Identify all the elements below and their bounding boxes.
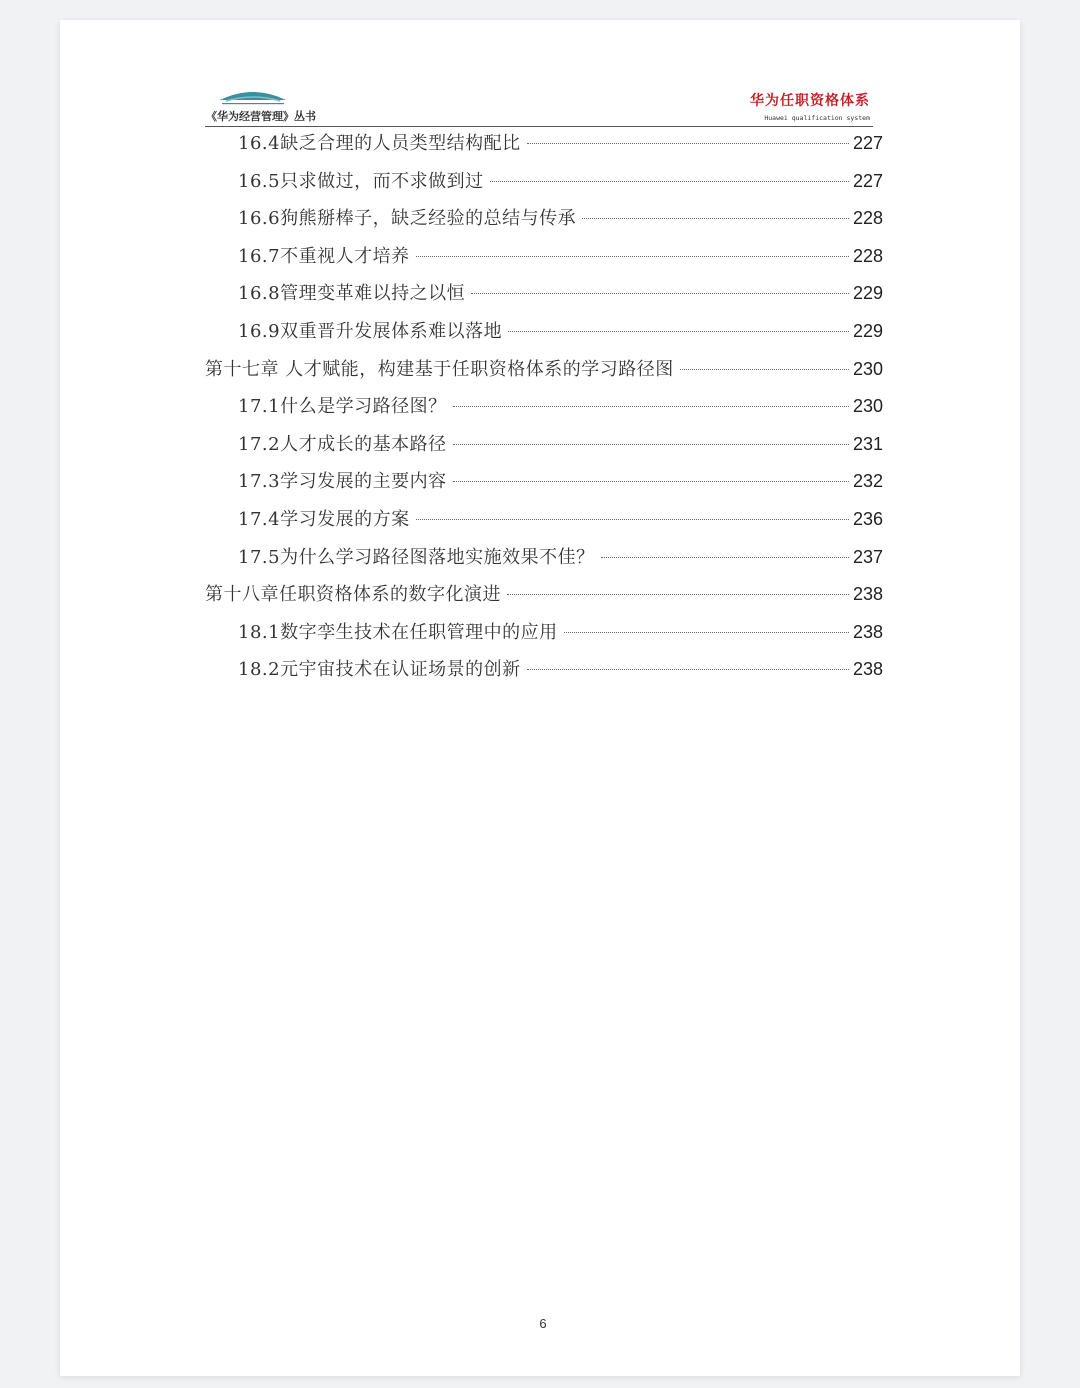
toc-page-number: 238 xyxy=(852,621,883,642)
toc-page-number: 238 xyxy=(852,584,883,605)
toc-section-entry[interactable] xyxy=(205,466,883,504)
toc-page-number: 231 xyxy=(852,433,883,454)
toc-page-number: 227 xyxy=(852,170,883,191)
toc-dot-leader xyxy=(680,369,849,370)
toc-dot-leader xyxy=(507,594,849,595)
header-left xyxy=(206,84,346,124)
toc-chapter-entry[interactable] xyxy=(205,579,883,617)
toc-page-number: 230 xyxy=(852,396,883,417)
toc-chapter-entry[interactable] xyxy=(205,354,883,392)
toc-page-number: 228 xyxy=(852,245,883,266)
toc-dot-leader xyxy=(527,143,849,144)
toc-page-number: 237 xyxy=(852,546,883,567)
toc-section-entry[interactable] xyxy=(205,542,883,580)
toc-entry-title: 17.1什么是学习路径图？ xyxy=(238,396,447,418)
toc-section-entry[interactable] xyxy=(205,504,883,542)
toc-entry-title: 16.7不重视人才培养 xyxy=(238,245,410,267)
toc-page-number: 230 xyxy=(852,358,883,379)
toc-section-entry[interactable] xyxy=(205,654,883,692)
system-title: 华为任职资格体系 xyxy=(750,93,870,109)
toc-section-entry[interactable] xyxy=(205,316,883,354)
toc-entry-title: 18.1数字孪生技术在任职管理中的应用 xyxy=(238,621,558,643)
document-page xyxy=(60,20,1020,1376)
toc-entry-title: 17.5为什么学习路径图落地实施效果不佳？ xyxy=(238,546,595,568)
toc-page-number: 236 xyxy=(852,508,883,529)
book-series-name: 《华为经营管理》丛书 xyxy=(206,110,316,123)
toc-entry-title: 第十八章任职资格体系的数字化演进 xyxy=(205,584,501,606)
toc-section-entry[interactable] xyxy=(205,128,883,166)
toc-section-entry[interactable] xyxy=(205,429,883,467)
toc-section-entry[interactable] xyxy=(205,391,883,429)
toc-entry-title: 17.4学习发展的方案 xyxy=(238,508,410,530)
toc-page-number: 229 xyxy=(852,283,883,304)
toc-entry-title: 16.8管理变革难以持之以恒 xyxy=(238,283,466,305)
toc-dot-leader xyxy=(490,181,849,182)
header-divider xyxy=(205,126,873,127)
toc-entry-title: 16.9双重晋升发展体系难以落地 xyxy=(238,320,503,342)
toc-dot-leader xyxy=(416,519,849,520)
header-right xyxy=(720,90,870,122)
toc-page-number: 232 xyxy=(852,471,883,492)
toc-page-number: 228 xyxy=(852,208,883,229)
toc-dot-leader xyxy=(471,293,849,294)
toc-entry-title: 17.3学习发展的主要内容 xyxy=(238,471,447,493)
toc-dot-leader xyxy=(508,331,849,332)
toc-dot-leader xyxy=(564,632,849,633)
toc-section-entry[interactable] xyxy=(205,278,883,316)
toc-page-number: 227 xyxy=(852,133,883,153)
toc-dot-leader xyxy=(527,669,849,670)
toc-page-number: 238 xyxy=(852,659,883,680)
system-subtitle: Huawei qualification system xyxy=(764,114,870,122)
toc-dot-leader xyxy=(453,406,849,407)
toc-dot-leader xyxy=(453,444,849,445)
toc-dot-leader xyxy=(416,256,849,257)
toc-entry-title: 16.4缺乏合理的人员类型结构配比 xyxy=(238,133,521,154)
toc-dot-leader xyxy=(582,218,849,219)
toc-page-number: 229 xyxy=(852,320,883,341)
toc-section-entry[interactable] xyxy=(205,203,883,241)
toc-section-entry[interactable] xyxy=(205,617,883,655)
toc-section-entry[interactable] xyxy=(205,241,883,279)
toc-dot-leader xyxy=(453,481,849,482)
toc-section-entry[interactable] xyxy=(205,166,883,204)
toc-entry-title: 第十七章 人才赋能，构建基于任职资格体系的学习路径图 xyxy=(205,358,674,380)
toc-entry-title: 17.2人才成长的基本路径 xyxy=(238,433,447,455)
toc-dot-leader xyxy=(601,557,849,558)
toc-entry-title: 18.2元宇宙技术在认证场景的创新 xyxy=(238,659,521,681)
book-series-logo xyxy=(216,86,290,106)
toc-entry-title: 16.6狗熊掰棒子，缺乏经验的总结与传承 xyxy=(238,208,577,230)
table-of-contents xyxy=(205,128,883,692)
toc-entry-title: 16.5只求做过，而不求做到过 xyxy=(238,170,484,192)
page-number: 6 xyxy=(539,1316,547,1331)
